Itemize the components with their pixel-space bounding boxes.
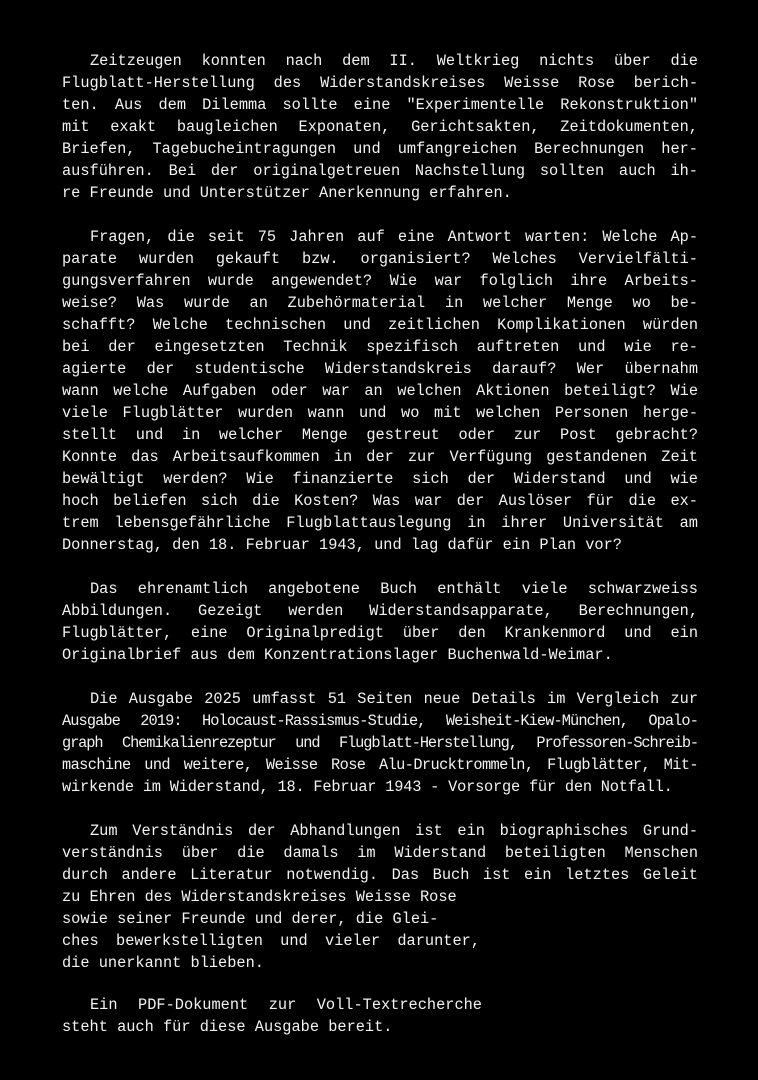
text-line: Konnte das Arbeitsaufkommen in der zur Verfügung gestandenen Zeit (62, 448, 698, 466)
text-line: gungsverfahren wurde angewendet? Wie war folglich ihre Arbeits- (62, 272, 698, 290)
text-line: weise? Was wurde an Zubehörmaterial in welcher Menge wo be- (62, 294, 698, 312)
text-line: stellt und in welcher Menge gestreut oder zur Post gebracht? (62, 426, 698, 444)
text-line: zu Ehren des Widerstandskreises Weisse Rose (62, 888, 457, 906)
text-line: Flugblätter, eine Originalpredigt über den Krankenmord und ein (62, 624, 698, 642)
text-line: ten. Aus dem Dilemma sollte eine "Experimentelle Rekonstruktion" (62, 96, 698, 114)
paragraph-understanding (62, 820, 698, 974)
paragraph-gap (62, 556, 698, 578)
paragraph-gap (62, 798, 698, 820)
text-line: Das ehrenamtlich angebotene Buch enthält viele schwarzweiss (90, 580, 698, 598)
text-line: trem lebensgefährliche Flugblattauslegung in ihrer Universität am (62, 514, 698, 532)
text-line: re Freunde und Unterstützer Anerkennung erfahren. (62, 184, 512, 202)
text-line: maschine und weitere, Weisse Rose Alu-Drucktrommeln, Flugblätter, Mit- (62, 756, 698, 774)
paragraph-gap (62, 974, 698, 994)
text-line: Die Ausgabe 2025 umfasst 51 Seiten neue Details im Vergleich zur (90, 690, 698, 708)
text-line: bewältigt werden? Wie finanzierte sich der Widerstand und wie (62, 470, 698, 488)
text-line: ausführen. Bei der originalgetreuen Nachstellung sollten auch ih- (62, 162, 698, 180)
text-line: Abbildungen. Gezeigt werden Widerstandsapparate, Berechnungen, (62, 602, 698, 620)
paragraph-edition-2025 (62, 688, 698, 798)
text-line: parate wurden gekauft bzw. organisiert? Welches Vervielfälti- (62, 250, 698, 268)
text-line: viele Flugblätter wurden wann und wo mit welchen Personen herge- (62, 404, 698, 422)
text-line: Briefen, Tagebucheintragungen und umfangreichen Berechnungen her- (62, 140, 698, 158)
paragraph-gap (62, 204, 698, 226)
paragraph-book-content (62, 578, 698, 666)
paragraph-gap (62, 666, 698, 688)
text-line: agierte der studentische Widerstandskreis darauf? Wer übernahm (62, 360, 698, 378)
text-line: graph Chemikalienrezeptur und Flugblatt-Herstellung, Professoren-Schreib- (62, 734, 698, 752)
text-line: Zum Verständnis der Abhandlungen ist ein biographisches Grund- (90, 822, 698, 840)
text-line: bei der eingesetzten Technik spezifisch auftreten und wie re- (62, 338, 698, 356)
paragraph-witnesses (62, 50, 698, 204)
text-line: durch andere Literatur notwendig. Das Buch ist ein letztes Geleit (62, 866, 698, 884)
text-line: verständnis über die damals im Widerstand beteiligten Menschen (62, 844, 698, 862)
text-line: hoch beliefen sich die Kosten? Was war der Auslöser für die ex- (62, 492, 698, 510)
paragraph-questions (62, 226, 698, 556)
document-page (62, 50, 698, 1038)
text-line: schafft? Welche technischen und zeitlichen Komplikationen würden (62, 316, 698, 334)
text-line: Fragen, die seit 75 Jahren auf eine Antwort warten: Welche Ap- (90, 228, 698, 246)
text-line: wirkende im Widerstand, 18. Februar 1943 - Vorsorge für den Notfall. (62, 778, 673, 796)
text-line: die unerkannt blieben. (62, 954, 264, 972)
text-line: mit exakt baugleichen Exponaten, Gerichtsakten, Zeitdokumenten, (62, 118, 698, 136)
text-line: Zeitzeugen konnten nach dem II. Weltkrieg nichts über die (90, 52, 698, 70)
text-line: ches bewerkstelligten und vieler darunter, (62, 932, 480, 950)
paragraph-pdf-note (62, 994, 698, 1038)
text-line: Flugblatt-Herstellung des Widerstandskreises Weisse Rose berich- (62, 74, 698, 92)
text-line: Originalbrief aus dem Konzentrationslager Buchenwald-Weimar. (62, 646, 613, 664)
text-line: Donnerstag, den 18. Februar 1943, und lag dafür ein Plan vor? (62, 536, 622, 554)
text-line: Ein PDF-Dokument zur Voll-Textrecherche (90, 996, 482, 1014)
text-line: wann welche Aufgaben oder war an welchen Aktionen beteiligt? Wie (62, 382, 698, 400)
text-line: Ausgabe 2019: Holocaust-Rassismus-Studie, Weisheit-Kiew-München, Opalo- (62, 712, 698, 730)
text-line: steht auch für diese Ausgabe bereit. (62, 1018, 393, 1036)
text-line: sowie seiner Freunde und derer, die Glei- (62, 910, 439, 928)
